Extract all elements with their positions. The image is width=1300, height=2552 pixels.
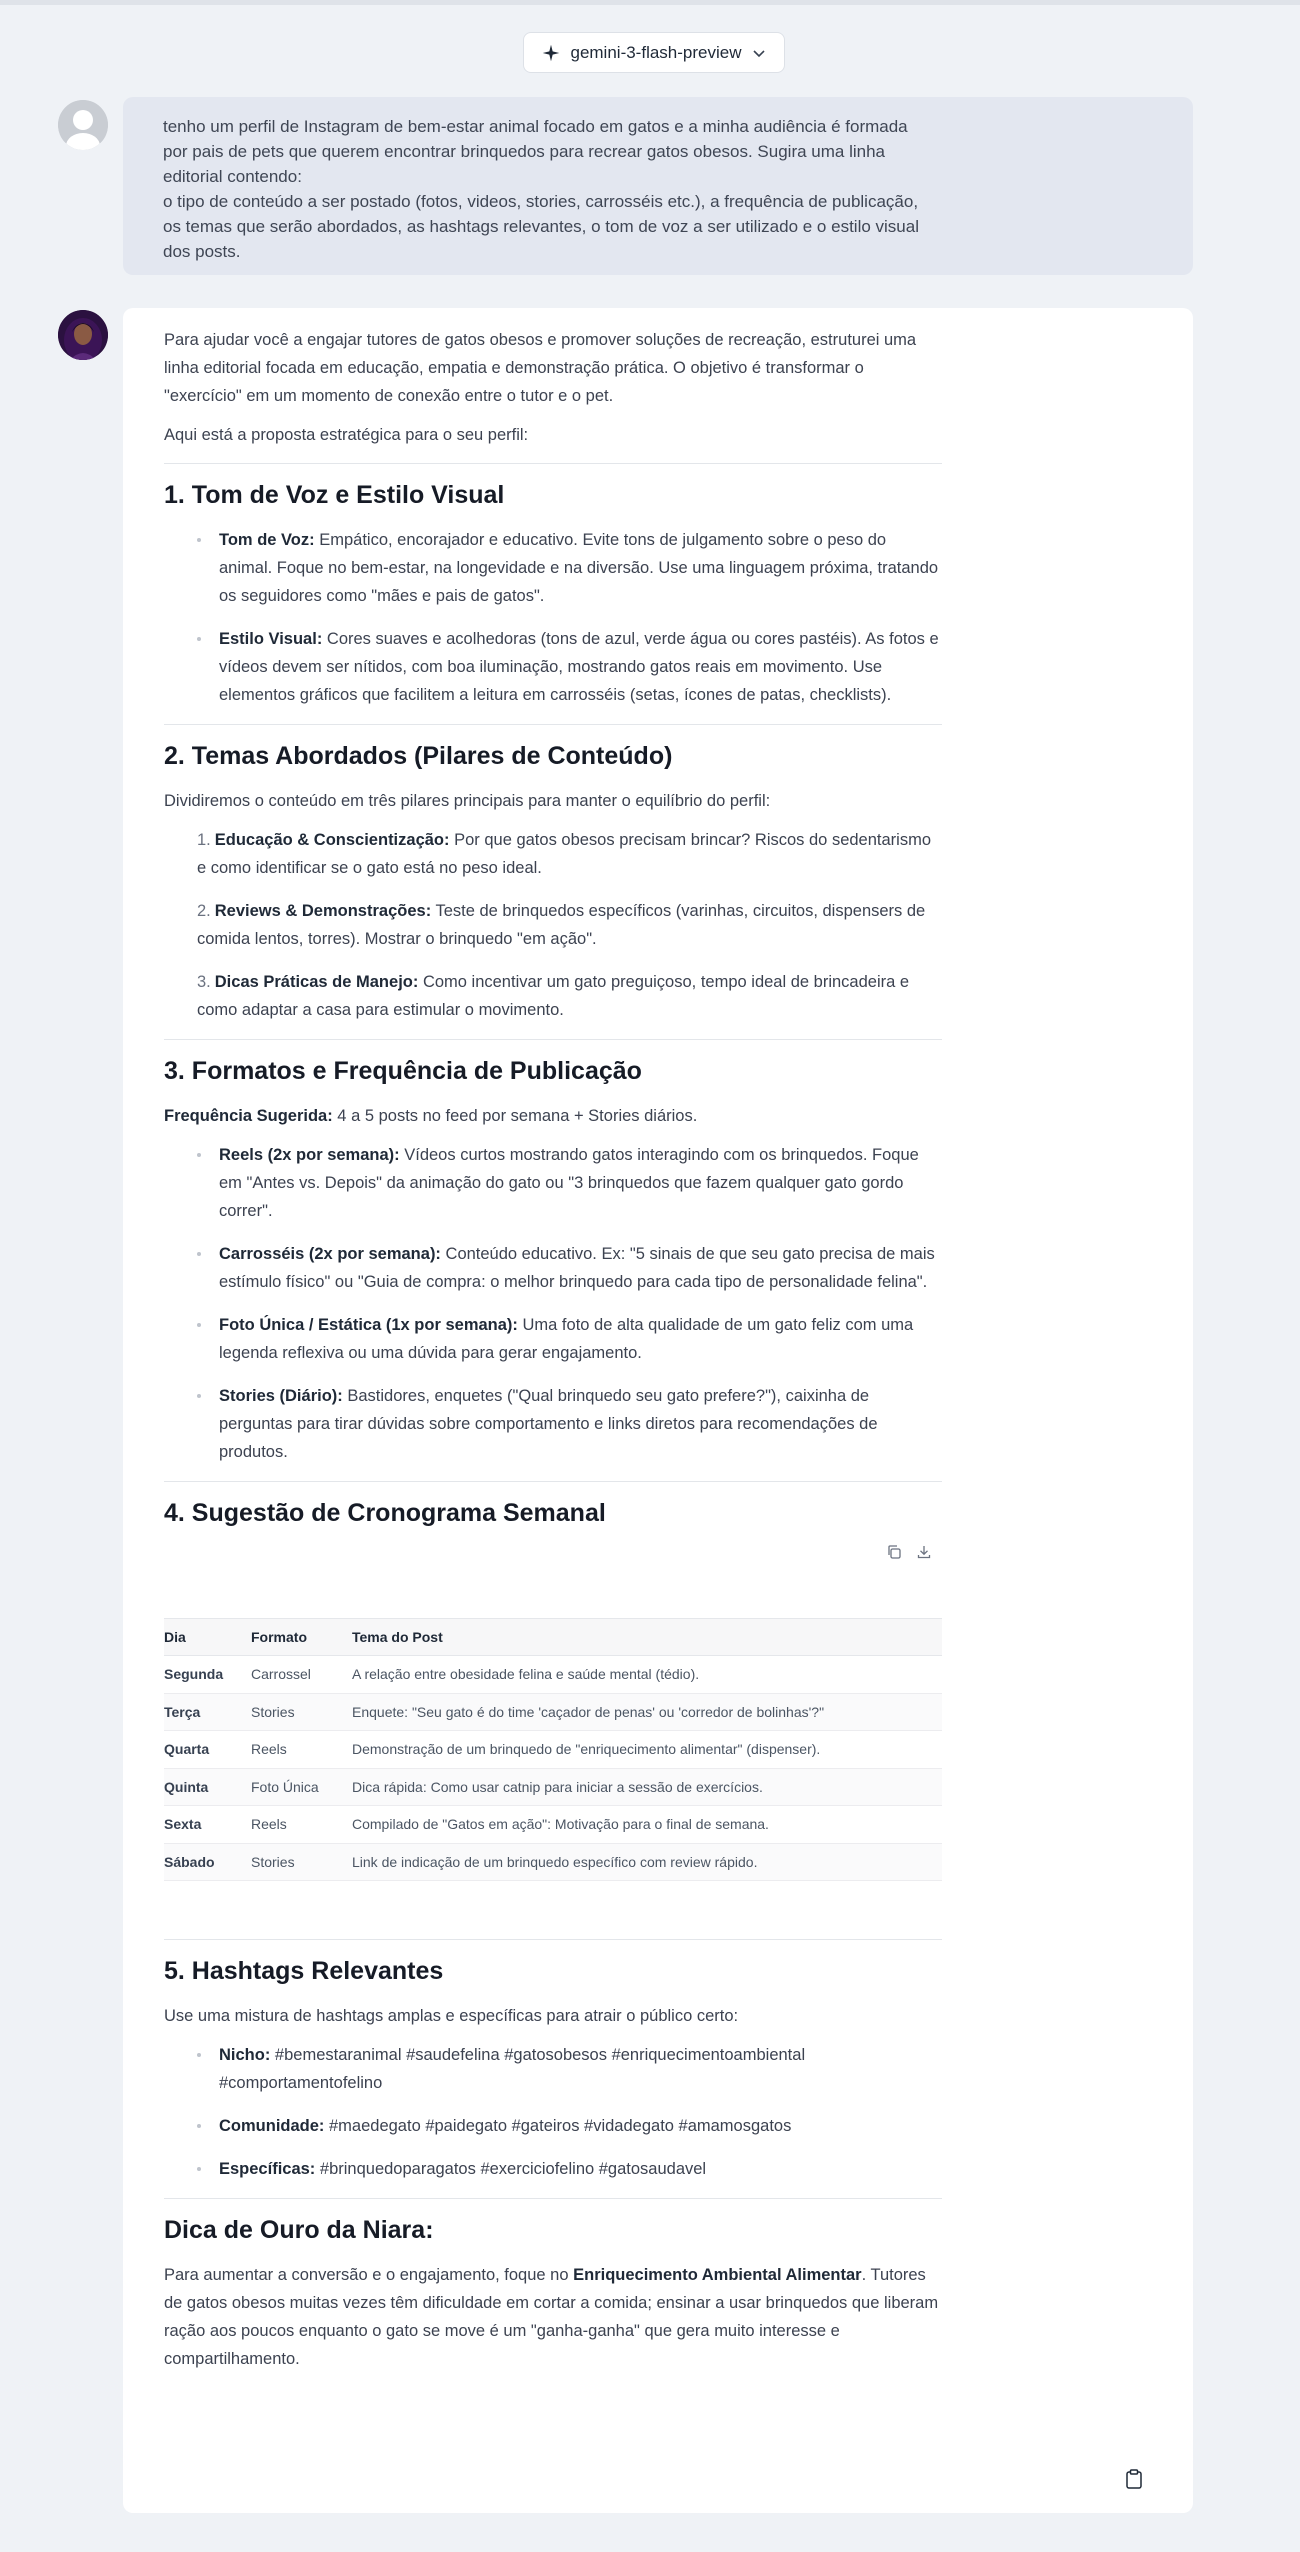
tone-list — [164, 526, 942, 709]
assistant-message-content — [164, 326, 942, 2384]
section-title-tone: 1. Tom de Voz e Estilo Visual — [164, 481, 505, 509]
section-title-themes: 2. Temas Abordados (Pilares de Conteúdo) — [164, 742, 673, 770]
table-row: Sexta Reels Compilado de "Gatos em ação": Motivação para o final de semana. — [164, 1806, 942, 1844]
table-header-row — [164, 1619, 942, 1656]
user-message-text: tenho um perfil de Instagram de bem-estar animal focado em gatos e a minha audiência é formada por pais de pets que querem encontrar brinquedos para recrear gatos obesos. Sugira uma linha editorial contendo: o tipo de conteúdo a ser postado (fotos, videos, stories, carrosséis etc.), a frequência de publicação, os temas que serão abordados, as hashtags relevantes, o tom de voz a ser utilizado e o estilo visual dos posts. — [163, 117, 919, 261]
model-name: gemini-3-flash-preview — [570, 42, 742, 62]
sparkle-icon — [542, 44, 560, 62]
table-row: Segunda Carrossel A relação entre obesidade felina e saúde mental (tédio). — [164, 1656, 942, 1694]
column-header: Tema do Post — [352, 1619, 942, 1656]
hashtags-lead: Use uma mistura de hashtags amplas e específicas para atrair o público certo: — [164, 2007, 739, 2025]
download-icon[interactable] — [916, 1544, 932, 1560]
column-header: Formato — [251, 1619, 352, 1656]
hashtags-list — [164, 2041, 942, 2183]
section-title-formats: 3. Formatos e Frequência de Publicação — [164, 1057, 642, 1085]
divider — [164, 1039, 942, 1040]
schedule-table — [164, 1618, 942, 1881]
list-item: Específicas: #brinquedoparagatos #exerciciofelino #gatosaudavel — [197, 2155, 942, 2183]
list-item: Foto Única / Estática (1x por semana): Uma foto de alta qualidade de um gato feliz com uma legenda reflexiva ou uma dúvida para gerar engajamento. — [197, 1311, 942, 1367]
themes-lead: Dividiremos o conteúdo em três pilares principais para manter o equilíbrio do perfil: — [164, 792, 771, 810]
assistant-avatar — [58, 310, 108, 360]
table-row: Quinta Foto Única Dica rápida: Como usar catnip para iniciar a sessão de exercícios. — [164, 1768, 942, 1806]
copy-icon[interactable] — [886, 1544, 902, 1560]
list-item: Comunidade: #maedegato #paidegato #gateiros #vidadegato #amamosgatos — [197, 2112, 942, 2140]
table-row: Sábado Stories Link de indicação de um brinquedo específico com review rápido. — [164, 1843, 942, 1881]
list-item: Carrosséis (2x por semana): Conteúdo educativo. Ex: "5 sinais de que seu gato precisa de mais estímulo físico" ou "Guia de compra: o melhor brinquedo para cada tipo de personalidade felina". — [197, 1240, 942, 1296]
divider — [164, 1481, 942, 1482]
section-title-hashtags: 5. Hashtags Relevantes — [164, 1957, 444, 1985]
list-item: Stories (Diário): Bastidores, enquetes ("Qual brinquedo seu gato prefere?"), caixinha de perguntas para tirar dúvidas sobre comportamento e links diretos para recomendações de produtos. — [197, 1382, 942, 1466]
list-item: Nicho: #bemestaranimal #saudefelina #gatosobesos #enriquecimentoambiental #comportamentofelino — [197, 2041, 942, 2097]
divider — [164, 724, 942, 725]
list-item: Estilo Visual: Cores suaves e acolhedoras (tons de azul, verde água ou cores pastéis). As fotos e vídeos devem ser nítidos, com boa iluminação, mostrando gatos reais em movimento. Use elementos gráficos que facilitem a leitura em carrosséis (setas, ícones de patas, checklists). — [197, 625, 942, 709]
list-item: 1. Educação & Conscientização: Por que gatos obesos precisam brincar? Riscos do sedentarismo e como identificar se o gato está no peso ideal. — [197, 831, 931, 877]
user-message-bubble — [123, 97, 1193, 275]
table-row: Quarta Reels Demonstração de um brinquedo de "enriquecimento alimentar" (dispenser). — [164, 1731, 942, 1769]
section-title-schedule: 4. Sugestão de Cronograma Semanal — [164, 1499, 606, 1527]
tip-paragraph: Para aumentar a conversão e o engajamento, foque no Enriquecimento Ambiental Alimentar. Tutores de gatos obesos muitas vezes têm dificuldade em cortar a comida; ensinar a usar brinquedos que liberam ração aos poucos enquanto o gato se move é um "ganha-ganha" que gera muito interesse e compartilhamento. — [164, 2266, 939, 2368]
list-item: 3. Dicas Práticas de Manejo: Como incentivar um gato preguiçoso, tempo ideal de brincadeira e como adaptar a casa para estimular o movimento. — [197, 973, 910, 1019]
divider — [164, 2198, 942, 2199]
top-border — [0, 0, 1300, 5]
column-header: Dia — [164, 1619, 251, 1656]
chevron-down-icon — [752, 46, 766, 60]
section-title-tip: Dica de Ouro da Niara: — [164, 2216, 434, 2244]
intro-paragraph-2: Aqui está a proposta estratégica para o seu perfil: — [164, 426, 529, 444]
list-item: 2. Reviews & Demonstrações: Teste de brinquedos específicos (varinhas, circuitos, dispensers de comida lentos, torres). Mostrar o brinquedo "em ação". — [197, 902, 926, 948]
user-avatar — [58, 100, 108, 150]
table-toolbar — [164, 1544, 942, 1566]
themes-list — [164, 826, 942, 1024]
clipboard-icon[interactable] — [1125, 2469, 1143, 2489]
intro-paragraph: Para ajudar você a engajar tutores de gatos obesos e promover soluções de recreação, estruturei uma linha editorial focada em educação, empatia e demonstração prática. O objetivo é transformar o "exercício" em um momento de conexão entre o tutor e o pet. — [164, 331, 917, 405]
list-item: Reels (2x por semana): Vídeos curtos mostrando gatos interagindo com os brinquedos. Foque em "Antes vs. Depois" da animação do gato ou "3 brinquedos que fazem qualquer gato gordo correr". — [197, 1141, 942, 1225]
divider — [164, 1939, 942, 1940]
divider — [164, 463, 942, 464]
model-selector[interactable] — [523, 32, 785, 73]
table-row: Terça Stories Enquete: "Seu gato é do time 'caçador de penas' ou 'corredor de bolinhas'?" — [164, 1693, 942, 1731]
frequency-line: Frequência Sugerida: 4 a 5 posts no feed por semana + Stories diários. — [164, 1107, 698, 1125]
formats-list — [164, 1141, 942, 1466]
list-item: Tom de Voz: Empático, encorajador e educativo. Evite tons de julgamento sobre o peso do animal. Foque no bem-estar, na longevidade e na diversão. Use uma linguagem próxima, tratando os seguidores como "mães e pais de gatos". — [197, 526, 942, 610]
